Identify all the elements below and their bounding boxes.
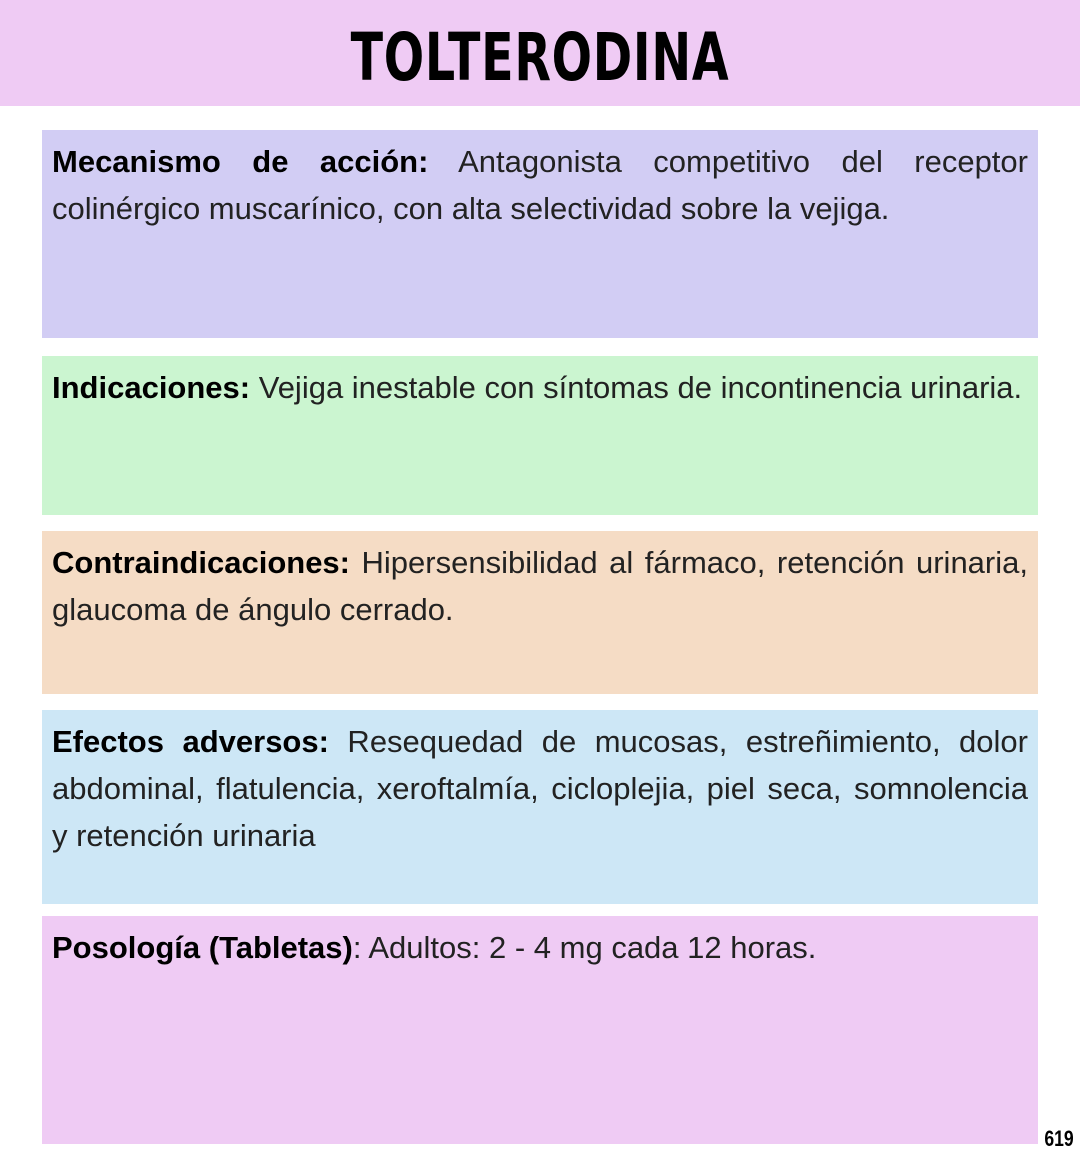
title-banner	[0, 0, 1080, 106]
page-number: 619	[1044, 1126, 1074, 1151]
section-label: Posología (Tabletas)	[52, 930, 353, 965]
section-text: Resequedad de mucosas, estreñimiento, dolor abdominal, flatulencia, xeroftalmía, cicloplejia, piel seca, somnolencia y retención urinaria	[52, 724, 1028, 853]
section-indications	[42, 356, 1038, 515]
page-title: TOLTERODINA	[350, 18, 730, 96]
section-text: Vejiga inestable con síntomas de incontinencia urinaria.	[250, 370, 1023, 405]
section-contraindications	[42, 531, 1038, 694]
section-mechanism	[42, 130, 1038, 338]
section-adverse-effects	[42, 710, 1038, 904]
section-text: Hipersensibilidad al fármaco, retención urinaria, glaucoma de ángulo cerrado.	[52, 545, 1028, 627]
section-label: Contraindicaciones:	[52, 545, 350, 580]
section-text: Antagonista competitivo del receptor colinérgico muscarínico, con alta selectividad sobre la vejiga.	[52, 144, 1028, 226]
section-label: Efectos adversos:	[52, 724, 329, 759]
section-text: : Adultos: 2 - 4 mg cada 12 horas.	[352, 930, 817, 965]
section-label: Mecanismo de acción:	[52, 144, 429, 179]
section-label: Indicaciones:	[52, 370, 251, 405]
section-dosage	[42, 916, 1038, 1144]
